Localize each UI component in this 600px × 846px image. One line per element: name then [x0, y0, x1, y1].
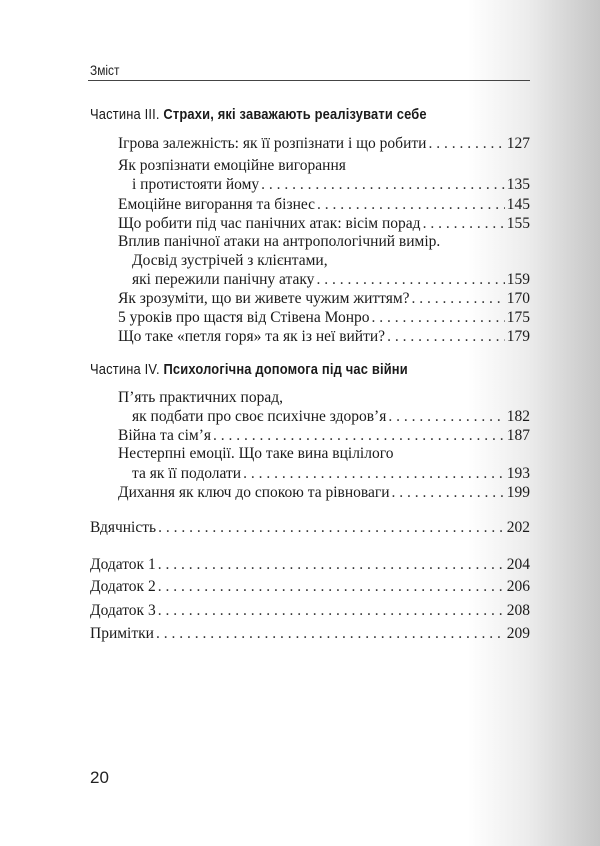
toc-entry-page: 145: [506, 196, 530, 213]
toc-entry-title: Як зрозуміти, що ви живете чужим життям?: [118, 290, 410, 307]
dot-leader: [156, 623, 505, 645]
toc-entry-title: які пережили панічну атаку: [132, 271, 315, 288]
toc-entry-title: та як її подолати: [132, 465, 242, 482]
toc-entry-title: Емоційне вигорання та бізнес: [118, 196, 316, 213]
part-4-name: Психологічна допомога під час війни: [163, 361, 408, 378]
toc-entry-page: 209: [506, 625, 530, 642]
toc-entry-page: 182: [506, 408, 530, 425]
dot-leader: [428, 133, 504, 155]
toc-entry-page: 127: [506, 135, 530, 152]
header-divider: [88, 80, 530, 81]
toc-entry[interactable]: [118, 133, 530, 155]
toc-entry-notes[interactable]: [90, 623, 530, 645]
toc-entry[interactable]: [118, 482, 530, 504]
toc-entry-title[interactable]: П’ять практичних порад,: [118, 389, 283, 406]
toc-entry-title: 5 уроків про щастя від Стівена Монро: [118, 309, 370, 326]
part-3-number: Частина III.: [90, 106, 160, 123]
toc-entry-title: Примітки: [90, 625, 154, 642]
toc-entry-page: 199: [506, 484, 530, 501]
part-3-name: Страхи, які заважають реалізувати себе: [163, 106, 427, 123]
toc-entry-title: Дихання як ключ до спокою та рівноваги: [118, 484, 390, 501]
toc-entry-page: 193: [506, 465, 530, 482]
toc-entry-title[interactable]: Досвід зустрічей з клієнтами,: [132, 252, 328, 269]
toc-entry-page: 208: [506, 602, 530, 619]
part-3-title: [90, 106, 427, 123]
toc-entry-appendix-3[interactable]: [90, 600, 530, 622]
toc-entry[interactable]: [118, 326, 530, 348]
toc-entry-title: Вдячність: [90, 519, 157, 536]
toc-entry-page: 170: [506, 290, 530, 307]
toc-entry-page: 206: [506, 578, 530, 595]
toc-entry-page: 202: [506, 519, 530, 536]
toc-entry-page: 135: [506, 176, 530, 193]
toc-entry-acknowledgements[interactable]: [90, 517, 530, 539]
toc-entry-appendix-1[interactable]: [90, 554, 530, 576]
toc-entry-title[interactable]: Вплив панічної атаки на антропологічний вимір.: [118, 233, 441, 250]
toc-entry-title: Додаток 2: [90, 578, 156, 595]
toc-entry-title: як подбати про своє психічне здоров’я: [132, 408, 387, 425]
dot-leader: [158, 600, 505, 622]
part-4-number: Частина IV.: [90, 361, 160, 378]
toc-entry-page: 187: [506, 427, 530, 444]
toc-entry-page: 159: [506, 271, 530, 288]
dot-leader: [158, 517, 505, 539]
toc-entry-title: Війна та сім’я: [118, 427, 211, 444]
toc-entry-page: 179: [506, 328, 530, 345]
part-4-title: [90, 361, 408, 378]
dot-leader: [158, 576, 505, 598]
dot-leader: [392, 482, 505, 504]
toc-entry-title: і протистояти йому: [132, 176, 260, 193]
toc-entry-title[interactable]: Нестерпні емоції. Що таке вина вцілілого: [118, 445, 394, 462]
toc-entry-title: Додаток 1: [90, 556, 156, 573]
toc-entry-page: 204: [506, 556, 530, 573]
toc-entry[interactable]: [132, 174, 530, 196]
page-number: 20: [90, 768, 109, 787]
toc-entry-title: Що робити під час панічних атак: вісім порад: [118, 215, 421, 232]
toc-entry-page: 155: [506, 215, 530, 232]
running-header: Зміст: [90, 62, 120, 78]
dot-leader: [261, 174, 505, 196]
toc-entry-page: 175: [506, 309, 530, 326]
toc-entry-title[interactable]: Як розпізнати емоційне вигорання: [118, 157, 346, 174]
toc-entry-title: Ігрова залежність: як її розпізнати і що робити: [118, 135, 427, 152]
dot-leader: [158, 554, 505, 576]
dot-leader: [387, 326, 505, 348]
toc-entry-appendix-2[interactable]: [90, 576, 530, 598]
toc-entry-title: Що таке «петля горя» та як із неї вийти?: [118, 328, 386, 345]
toc-entry-title: Додаток 3: [90, 602, 156, 619]
